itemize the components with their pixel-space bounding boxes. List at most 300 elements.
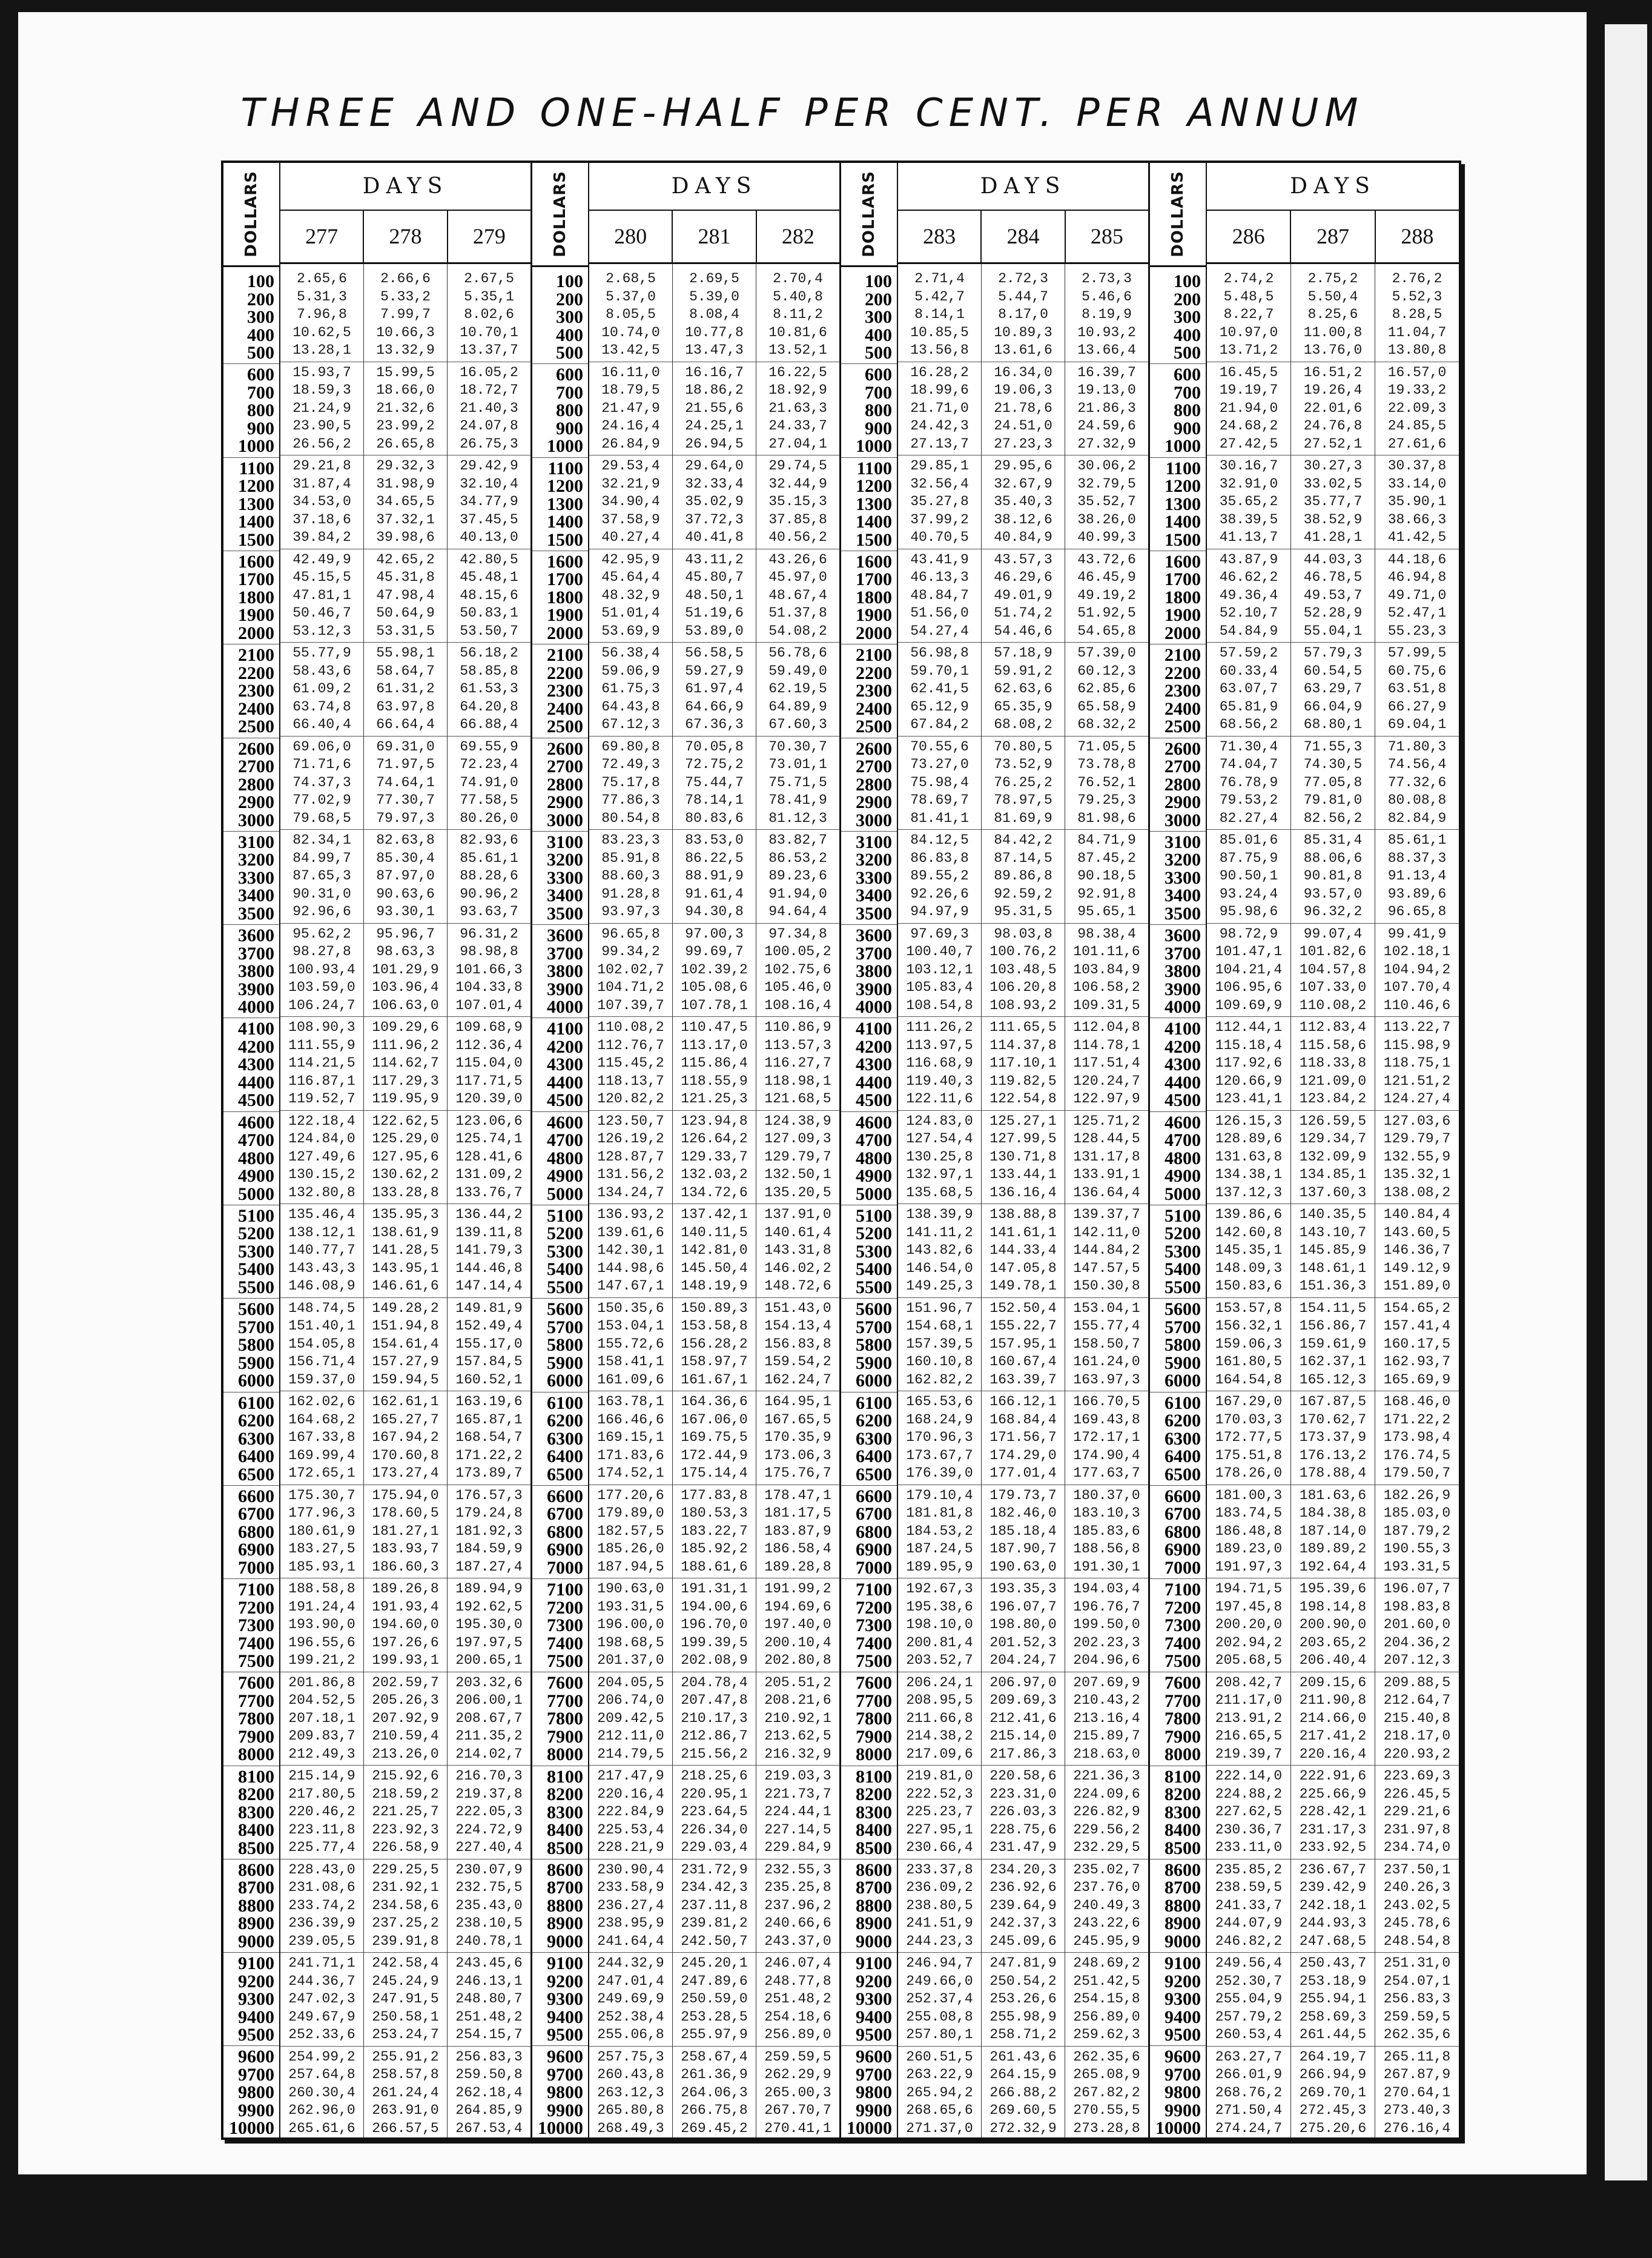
interest-value: 268.65,6 xyxy=(906,2102,973,2118)
interest-value: 32.33,4 xyxy=(685,475,744,492)
interest-value: 10.97,0 xyxy=(1219,324,1278,340)
interest-value: 172.44,9 xyxy=(681,1447,748,1463)
interest-value: 197.26,6 xyxy=(372,1634,439,1650)
dollar-amount: 6300 xyxy=(547,1428,583,1449)
interest-value: 240.49,3 xyxy=(1073,1897,1140,1913)
interest-value: 175.51,8 xyxy=(1215,1447,1283,1463)
days-area xyxy=(589,163,839,2137)
interest-value: 149.25,3 xyxy=(906,1278,973,1294)
interest-value: 225.53,4 xyxy=(597,1821,664,1838)
interest-value: 133.28,8 xyxy=(372,1184,439,1200)
interest-value: 266.57,5 xyxy=(372,2120,439,2136)
interest-value: 167.87,5 xyxy=(1299,1394,1367,1409)
dollar-amount: 1000 xyxy=(547,436,583,457)
interest-value: 35.90,1 xyxy=(1387,494,1447,509)
interest-value: 185.18,4 xyxy=(990,1523,1057,1539)
interest-value: 233.58,9 xyxy=(597,1879,664,1895)
interest-value: 78.14,1 xyxy=(685,792,744,808)
interest-value: 248.54,8 xyxy=(1383,1933,1451,1949)
dollar-amount: 4300 xyxy=(1165,1055,1201,1075)
interest-value: 229.56,2 xyxy=(1073,1821,1140,1838)
interest-value: 150.89,3 xyxy=(681,1300,748,1316)
interest-value: 103.59,0 xyxy=(288,979,355,995)
dollar-amount: 1000 xyxy=(238,436,274,457)
interest-value: 187.24,5 xyxy=(906,1541,973,1557)
interest-value: 63.29,7 xyxy=(1303,681,1363,697)
interest-value: 275.20,6 xyxy=(1299,2120,1367,2136)
interest-value: 32.91,0 xyxy=(1219,475,1278,492)
dollar-amount: 8400 xyxy=(856,1820,892,1841)
interest-value: 18.72,7 xyxy=(460,382,518,398)
interest-value: 179.10,4 xyxy=(906,1487,973,1503)
interest-value: 126.19,2 xyxy=(597,1131,664,1147)
interest-value: 23.90,5 xyxy=(292,418,351,434)
interest-value: 146.02,2 xyxy=(764,1260,831,1276)
interest-value: 215.14,9 xyxy=(288,1768,355,1784)
dollar-amount: 6000 xyxy=(238,1371,274,1391)
interest-value: 150.35,6 xyxy=(597,1300,664,1316)
interest-value: 117.51,4 xyxy=(1073,1055,1140,1071)
dollar-amount: 8400 xyxy=(547,1820,583,1841)
interest-value: 85.31,4 xyxy=(1303,832,1363,848)
dollar-amount: 8200 xyxy=(856,1784,892,1805)
dollar-amount: 1900 xyxy=(856,605,892,626)
interest-value: 202.94,2 xyxy=(1215,1634,1283,1650)
interest-value: 35.52,7 xyxy=(1077,494,1136,509)
interest-value: 35.40,3 xyxy=(994,494,1052,509)
interest-value: 253.18,9 xyxy=(1299,1973,1367,1989)
interest-value: 87.65,3 xyxy=(292,868,351,884)
interest-value: 149.78,1 xyxy=(990,1278,1057,1294)
interest-value: 5.48,5 xyxy=(1223,288,1274,305)
interest-value: 18.86,2 xyxy=(685,382,744,398)
dollar-amount: 5400 xyxy=(1165,1259,1201,1280)
interest-value: 68.32,2 xyxy=(1077,717,1136,732)
interest-value: 8.14,1 xyxy=(914,306,965,322)
adjacent-page-edge xyxy=(1605,24,1647,2180)
interest-value: 118.13,7 xyxy=(597,1073,664,1089)
interest-value: 125.74,1 xyxy=(455,1131,523,1147)
interest-value: 108.93,2 xyxy=(990,997,1057,1013)
interest-value: 10.77,8 xyxy=(685,324,744,340)
dollar-amount: 1700 xyxy=(856,569,892,590)
interest-value: 178.88,4 xyxy=(1299,1465,1367,1481)
dollar-amount: 10000 xyxy=(847,2118,892,2139)
interest-value: 238.59,5 xyxy=(1215,1879,1283,1895)
interest-value: 80.83,6 xyxy=(685,810,744,826)
interest-value: 76.78,9 xyxy=(1219,774,1278,790)
interest-value: 239.81,2 xyxy=(681,1915,748,1931)
interest-value: 139.37,7 xyxy=(1073,1207,1140,1222)
interest-value: 77.30,7 xyxy=(376,792,435,808)
interest-value: 199.50,0 xyxy=(1073,1617,1140,1632)
interest-value: 189.94,9 xyxy=(455,1581,523,1597)
day-number: 280 xyxy=(589,211,673,262)
day-number: 284 xyxy=(982,211,1065,262)
interest-value: 46.29,6 xyxy=(994,569,1052,585)
interest-value: 34.90,4 xyxy=(601,494,660,509)
table-section xyxy=(1150,163,1459,2137)
interest-value: 74.56,4 xyxy=(1387,757,1447,772)
interest-value: 40.13,0 xyxy=(460,529,518,545)
interest-value: 83.82,7 xyxy=(768,832,827,848)
dollar-amount: 6600 xyxy=(238,1486,274,1506)
interest-value: 180.37,0 xyxy=(1073,1487,1140,1503)
interest-value: 143.10,7 xyxy=(1299,1224,1367,1240)
dollar-amount: 6700 xyxy=(238,1504,274,1525)
interest-value: 195.38,6 xyxy=(906,1598,973,1615)
interest-value: 218.25,6 xyxy=(681,1768,748,1784)
dollar-amount: 4600 xyxy=(856,1112,892,1133)
dollar-amount: 2300 xyxy=(1165,681,1201,701)
dollar-amount: 5700 xyxy=(547,1317,583,1337)
interest-value: 67.84,2 xyxy=(910,717,969,732)
interest-value: 81.69,9 xyxy=(994,810,1052,826)
interest-value: 158.50,7 xyxy=(1073,1336,1140,1352)
dollar-amount: 6400 xyxy=(856,1446,892,1466)
dollar-amount: 9300 xyxy=(547,1989,583,2010)
interest-value: 184.53,2 xyxy=(906,1523,973,1539)
interest-value: 149.81,9 xyxy=(455,1300,523,1316)
interest-value: 24.51,0 xyxy=(994,418,1052,434)
interest-value: 251.31,0 xyxy=(1383,1955,1451,1971)
dollar-amount: 900 xyxy=(556,418,583,439)
dollar-amount: 5200 xyxy=(238,1223,274,1244)
interest-value: 93.97,3 xyxy=(601,904,660,919)
interest-value: 24.85,5 xyxy=(1387,418,1447,434)
interest-value: 154.68,1 xyxy=(906,1318,973,1334)
interest-value: 134.38,1 xyxy=(1215,1167,1283,1182)
interest-value: 189.95,9 xyxy=(906,1558,973,1575)
interest-value: 215.89,7 xyxy=(1073,1728,1140,1744)
dollar-amount: 500 xyxy=(1174,343,1201,363)
interest-value: 222.84,9 xyxy=(597,1804,664,1819)
interest-value: 116.87,1 xyxy=(288,1073,355,1089)
interest-value: 255.04,9 xyxy=(1215,1991,1283,2007)
interest-value: 115.98,9 xyxy=(1383,1037,1451,1053)
dollar-amount: 3600 xyxy=(1165,925,1201,946)
dollar-amount: 6400 xyxy=(1165,1446,1201,1466)
interest-value: 256.83,3 xyxy=(1383,1991,1451,2007)
dollars-header xyxy=(1150,163,1206,267)
dollar-amount: 7200 xyxy=(547,1597,583,1618)
interest-value: 71.80,3 xyxy=(1387,738,1447,755)
interest-value: 70.05,8 xyxy=(685,738,744,755)
interest-value: 8.19,9 xyxy=(1082,306,1132,322)
interest-value: 129.34,7 xyxy=(1299,1131,1367,1147)
interest-value: 212.86,7 xyxy=(681,1728,748,1744)
dollar-amount: 400 xyxy=(865,325,892,345)
interest-value: 106.24,7 xyxy=(288,997,355,1013)
dollar-amount: 9500 xyxy=(238,2025,274,2045)
interest-value: 27.04,1 xyxy=(768,435,827,452)
interest-value: 37.45,5 xyxy=(460,511,518,528)
interest-value: 205.26,3 xyxy=(372,1692,439,1708)
interest-value: 115.86,4 xyxy=(681,1055,748,1071)
interest-value: 103.84,9 xyxy=(1073,961,1140,978)
dollar-amount: 4100 xyxy=(238,1019,274,1039)
days-area xyxy=(280,163,530,2137)
interest-value: 168.84,4 xyxy=(990,1411,1057,1428)
dollar-amount: 2000 xyxy=(1165,623,1201,643)
interest-value: 133.91,1 xyxy=(1073,1167,1140,1182)
interest-value: 90.50,1 xyxy=(1219,868,1278,884)
dollar-amount: 8000 xyxy=(856,1744,892,1765)
interest-value: 111.65,5 xyxy=(990,1019,1057,1035)
interest-value: 269.70,1 xyxy=(1299,2084,1367,2101)
interest-value: 185.83,6 xyxy=(1073,1523,1140,1539)
dollar-amount: 7800 xyxy=(1165,1709,1201,1729)
dollar-amount: 4100 xyxy=(1165,1019,1201,1039)
interest-value: 135.32,1 xyxy=(1383,1167,1451,1182)
interest-value: 229.25,5 xyxy=(372,1861,439,1878)
interest-value: 98.98,8 xyxy=(460,944,518,959)
interest-value: 58.64,7 xyxy=(376,663,435,679)
dollar-amount: 8300 xyxy=(547,1802,583,1823)
interest-value: 116.27,7 xyxy=(764,1055,831,1071)
dollar-amount: 8800 xyxy=(856,1895,892,1916)
interest-value: 169.15,1 xyxy=(597,1429,664,1445)
dollar-amount: 6900 xyxy=(856,1540,892,1560)
dollars-label: DOLLARS xyxy=(860,171,878,257)
interest-value: 37.18,6 xyxy=(292,511,351,528)
interest-value: 91.94,0 xyxy=(768,886,827,902)
dollar-amount: 1400 xyxy=(547,512,583,532)
interest-value: 73.52,9 xyxy=(994,757,1052,772)
interest-value: 262.35,6 xyxy=(1383,2027,1451,2042)
interest-value: 5.37,0 xyxy=(606,288,656,305)
interest-value: 202.80,8 xyxy=(764,1652,831,1668)
interest-value: 75.71,5 xyxy=(768,774,827,790)
dollar-amount: 9200 xyxy=(1165,1971,1201,1991)
interest-value: 16.22,5 xyxy=(768,364,827,380)
dollar-amount: 5600 xyxy=(1165,1299,1201,1320)
interest-value: 131.63,8 xyxy=(1215,1148,1283,1165)
interest-value: 82.27,4 xyxy=(1219,810,1278,826)
interest-value: 33.14,0 xyxy=(1387,475,1447,492)
dollar-amount: 3900 xyxy=(1165,979,1201,999)
dollar-amount: 1100 xyxy=(239,458,274,478)
interest-value: 81.12,3 xyxy=(768,810,827,826)
table-section xyxy=(841,163,1150,2137)
interest-value: 41.42,5 xyxy=(1387,529,1447,545)
interest-value: 99.41,9 xyxy=(1387,925,1447,942)
interest-value: 230.07,9 xyxy=(455,1861,523,1878)
interest-value: 145.50,4 xyxy=(681,1260,748,1276)
interest-value: 143.82,6 xyxy=(906,1242,973,1258)
interest-value: 140.77,7 xyxy=(288,1242,355,1258)
dollar-amount: 1300 xyxy=(1165,494,1201,514)
interest-value: 145.85,9 xyxy=(1299,1242,1367,1258)
interest-value: 62.41,5 xyxy=(910,681,969,697)
interest-value: 221.36,3 xyxy=(1073,1768,1140,1784)
interest-value: 13.42,5 xyxy=(601,342,660,358)
interest-value: 232.29,5 xyxy=(1073,1839,1140,1855)
interest-value: 58.43,6 xyxy=(292,663,351,679)
interest-value: 79.68,5 xyxy=(292,810,351,826)
interest-value: 69.06,0 xyxy=(292,738,351,755)
interest-value: 147.67,1 xyxy=(597,1278,664,1294)
interest-value: 186.58,4 xyxy=(764,1541,831,1557)
interest-value: 66.64,4 xyxy=(376,717,435,732)
dollar-amount: 4900 xyxy=(856,1166,892,1187)
dollar-amount: 9600 xyxy=(238,2047,274,2067)
interest-value: 179.50,7 xyxy=(1383,1465,1451,1481)
interest-value: 50.83,1 xyxy=(460,605,518,621)
interest-value: 62.63,6 xyxy=(994,681,1052,697)
interest-value: 146.61,6 xyxy=(372,1278,439,1294)
interest-value: 26.65,8 xyxy=(376,435,435,452)
interest-value: 122.18,4 xyxy=(288,1113,355,1129)
dollar-amount: 2200 xyxy=(238,663,274,683)
interest-value: 221.25,7 xyxy=(372,1804,439,1819)
interest-value: 167.65,5 xyxy=(764,1411,831,1428)
interest-value: 185.26,0 xyxy=(597,1541,664,1557)
days-area xyxy=(898,163,1148,2137)
dollar-amount: 8100 xyxy=(856,1766,892,1787)
interest-value: 101.47,1 xyxy=(1215,944,1283,959)
interest-value: 46.62,2 xyxy=(1219,569,1278,585)
interest-value: 167.29,0 xyxy=(1215,1394,1283,1409)
interest-value: 37.58,9 xyxy=(601,511,660,528)
interest-value: 122.97,9 xyxy=(1073,1091,1140,1107)
dollar-amount: 6200 xyxy=(547,1411,583,1431)
interest-value: 210.43,2 xyxy=(1073,1692,1140,1708)
interest-value: 2.74,2 xyxy=(1223,271,1274,286)
interest-value: 118.98,1 xyxy=(764,1073,831,1089)
interest-column xyxy=(448,264,530,2137)
dollar-amount: 3700 xyxy=(547,943,583,964)
interest-value: 24.59,6 xyxy=(1077,418,1136,434)
interest-value: 255.98,9 xyxy=(990,2008,1057,2025)
dollars-column xyxy=(223,163,280,2137)
interest-value: 166.12,1 xyxy=(990,1394,1057,1409)
dollar-amount: 7600 xyxy=(547,1673,583,1694)
interest-value: 91.61,4 xyxy=(685,886,744,902)
interest-value: 132.80,8 xyxy=(288,1184,355,1200)
interest-value: 32.10,4 xyxy=(460,475,518,492)
dollar-amount: 2700 xyxy=(238,757,274,777)
interest-value: 126.59,5 xyxy=(1299,1113,1367,1129)
interest-value: 128.89,6 xyxy=(1215,1131,1283,1147)
interest-value: 228.21,9 xyxy=(597,1839,664,1855)
interest-value: 222.91,6 xyxy=(1299,1768,1367,1784)
interest-value: 54.84,9 xyxy=(1219,623,1278,639)
interest-value: 191.30,1 xyxy=(1073,1558,1140,1575)
dollar-amount: 4400 xyxy=(238,1072,274,1093)
interest-value: 96.31,2 xyxy=(460,925,518,942)
interest-value: 115.04,0 xyxy=(455,1055,523,1071)
interest-value: 54.65,8 xyxy=(1077,623,1136,639)
interest-value: 152.49,4 xyxy=(455,1318,523,1334)
interest-value: 182.26,9 xyxy=(1383,1487,1451,1503)
interest-value: 95.62,2 xyxy=(292,925,351,942)
interest-value: 134.24,7 xyxy=(597,1184,664,1200)
interest-value: 223.31,0 xyxy=(990,1786,1057,1802)
interest-value: 83.53,0 xyxy=(685,832,744,848)
interest-value: 249.67,9 xyxy=(288,2008,355,2025)
interest-value: 93.30,1 xyxy=(376,904,435,919)
interest-value: 77.58,5 xyxy=(460,792,518,808)
interest-value: 122.62,5 xyxy=(372,1113,439,1129)
interest-value: 171.22,2 xyxy=(455,1447,523,1463)
interest-value: 64.66,9 xyxy=(685,698,744,715)
dollar-amount: 5000 xyxy=(547,1184,583,1204)
interest-value: 240.66,6 xyxy=(764,1915,831,1931)
interest-value: 107.78,1 xyxy=(681,997,748,1013)
interest-value: 217.86,3 xyxy=(990,1746,1057,1762)
dollar-amount: 7100 xyxy=(1165,1580,1201,1600)
interest-value: 164.54,8 xyxy=(1215,1371,1283,1388)
interest-value: 101.66,3 xyxy=(455,961,523,978)
interest-value: 191.97,3 xyxy=(1215,1558,1283,1575)
dollar-amount: 1500 xyxy=(856,529,892,550)
interest-value: 241.71,1 xyxy=(288,1955,355,1971)
interest-value: 59.70,1 xyxy=(910,663,969,679)
dollars-column xyxy=(532,163,589,2137)
dollar-amount: 4400 xyxy=(547,1072,583,1093)
interest-value: 27.61,6 xyxy=(1387,435,1447,452)
dollar-amount: 3400 xyxy=(238,886,274,906)
interest-value: 120.39,0 xyxy=(455,1091,523,1107)
interest-value: 220.16,4 xyxy=(597,1786,664,1802)
dollar-amount: 4700 xyxy=(856,1130,892,1151)
interest-value: 16.39,7 xyxy=(1077,364,1136,380)
dollar-amount: 8500 xyxy=(1165,1838,1201,1858)
interest-value: 105.46,0 xyxy=(764,979,831,995)
interest-value: 209.69,3 xyxy=(990,1692,1057,1708)
interest-value: 244.23,3 xyxy=(906,1933,973,1949)
dollar-amount: 6600 xyxy=(1165,1486,1201,1506)
interest-value: 73.78,8 xyxy=(1077,757,1136,772)
interest-value: 104.33,8 xyxy=(455,979,523,995)
dollar-amount: 4000 xyxy=(856,997,892,1018)
interest-value: 248.80,7 xyxy=(455,1991,523,2007)
dollar-amount: 700 xyxy=(556,382,583,403)
interest-value: 223.92,3 xyxy=(372,1821,439,1838)
interest-value: 166.46,6 xyxy=(597,1411,664,1428)
dollar-amount: 1000 xyxy=(1165,436,1201,457)
interest-value: 208.21,6 xyxy=(764,1692,831,1708)
interest-value: 210.17,3 xyxy=(681,1710,748,1726)
interest-value: 236.39,9 xyxy=(288,1915,355,1931)
interest-value: 255.06,8 xyxy=(597,2027,664,2042)
interest-value: 67.12,3 xyxy=(601,717,660,732)
interest-value: 218.59,2 xyxy=(372,1786,439,1802)
day-number: 285 xyxy=(1090,224,1123,248)
dollar-amount: 4500 xyxy=(547,1090,583,1111)
dollar-amount: 4700 xyxy=(547,1130,583,1151)
interest-value: 90.63,6 xyxy=(376,886,435,902)
dollar-amount: 6600 xyxy=(856,1486,892,1506)
dollar-amount: 900 xyxy=(1174,418,1201,439)
interest-value: 16.05,2 xyxy=(460,364,518,380)
interest-value: 254.15,8 xyxy=(1073,1991,1140,2007)
interest-value: 121.25,3 xyxy=(681,1091,748,1107)
interest-value: 270.55,5 xyxy=(1073,2102,1140,2118)
dollar-amount: 8000 xyxy=(238,1744,274,1765)
interest-value: 16.34,0 xyxy=(994,364,1052,380)
interest-value: 258.67,4 xyxy=(681,2048,748,2065)
interest-value: 258.69,3 xyxy=(1299,2008,1367,2025)
interest-value: 89.23,6 xyxy=(768,868,827,884)
interest-value: 115.58,6 xyxy=(1299,1037,1367,1053)
interest-value: 10.74,0 xyxy=(601,324,660,340)
dollar-amount: 1500 xyxy=(1165,529,1201,550)
interest-value: 92.26,6 xyxy=(910,886,969,902)
interest-value: 45.15,5 xyxy=(292,569,351,585)
interest-value: 43.41,9 xyxy=(910,551,969,568)
